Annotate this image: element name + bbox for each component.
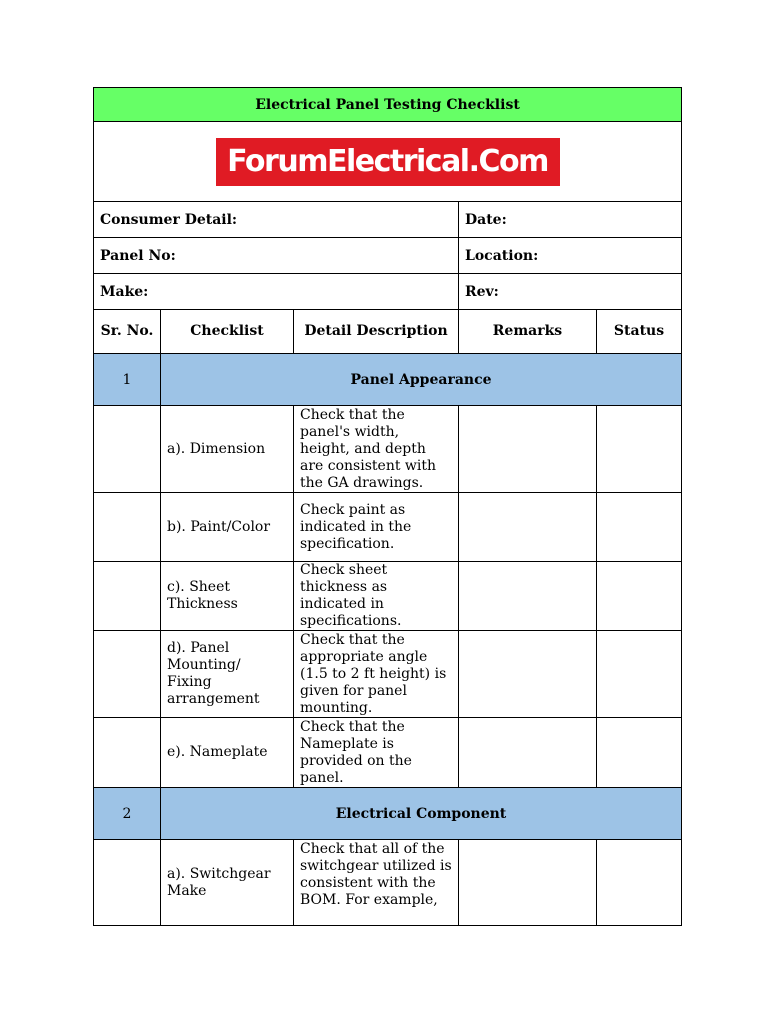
remarks-cell: [459, 718, 597, 788]
remarks-cell: [459, 493, 597, 562]
consumer-detail-label: Consumer Detail:: [94, 202, 459, 238]
table-row: [94, 562, 682, 631]
status-cell: [597, 406, 682, 493]
section-title: Electrical Component: [161, 788, 682, 840]
status-cell: [597, 840, 682, 926]
sr-no-cell: [94, 718, 161, 788]
title-row: [94, 88, 682, 122]
section-row: [94, 354, 682, 406]
panel-no-label: Panel No:: [94, 238, 459, 274]
description-cell: Check paint as indicated in the specification.: [294, 493, 459, 562]
description-cell: Check sheet thickness as indicated in specifications.: [294, 562, 459, 631]
header-status: Status: [597, 310, 682, 354]
remarks-cell: [459, 406, 597, 493]
section-number: 2: [94, 788, 161, 840]
sr-no-cell: [94, 493, 161, 562]
table-row: [94, 631, 682, 718]
table-row: [94, 406, 682, 493]
checklist-sheet: [93, 87, 681, 926]
description-cell: Check that the panel's width, height, and depth are consistent with the GA drawings.: [294, 406, 459, 493]
sr-no-cell: [94, 406, 161, 493]
date-label: Date:: [459, 202, 682, 238]
description-text: Check that all of the switchgear utilized is consistent with the BOM. For example,: [300, 840, 452, 908]
checklist-cell: b). Paint/Color: [161, 493, 294, 562]
description-cell: Check that the Nameplate is provided on the panel.: [294, 718, 459, 788]
status-cell: [597, 493, 682, 562]
header-remarks: Remarks: [459, 310, 597, 354]
sr-no-cell: [94, 840, 161, 926]
info-row-consumer: [94, 202, 682, 238]
forum-electrical-logo: ForumElectrical.Com: [216, 138, 560, 186]
remarks-cell: [459, 631, 597, 718]
table-row: [94, 493, 682, 562]
section-title: Panel Appearance: [161, 354, 682, 406]
status-cell: [597, 718, 682, 788]
checklist-cell: e). Nameplate: [161, 718, 294, 788]
sr-no-cell: [94, 631, 161, 718]
make-label: Make:: [94, 274, 459, 310]
status-cell: [597, 562, 682, 631]
checklist-cell: a). Dimension: [161, 406, 294, 493]
header-checklist: Checklist: [161, 310, 294, 354]
info-row-make: [94, 274, 682, 310]
header-sr-no: Sr. No.: [94, 310, 161, 354]
checklist-cell: c). Sheet Thickness: [161, 562, 294, 631]
checklist-cell: d). Panel Mounting/ Fixing arrangement: [161, 631, 294, 718]
checklist-cell: a). Switchgear Make: [161, 840, 294, 926]
table-row: [94, 718, 682, 788]
logo-row: [94, 122, 682, 202]
status-cell: [597, 631, 682, 718]
description-cell: [294, 840, 459, 926]
table-row: [94, 840, 682, 926]
remarks-cell: [459, 840, 597, 926]
location-label: Location:: [459, 238, 682, 274]
header-detail-description: Detail Description: [294, 310, 459, 354]
document-title: Electrical Panel Testing Checklist: [94, 88, 682, 122]
remarks-cell: [459, 562, 597, 631]
sr-no-cell: [94, 562, 161, 631]
column-header-row: [94, 310, 682, 354]
description-cell: Check that the appropriate angle (1.5 to 2 ft height) is given for panel mounting.: [294, 631, 459, 718]
info-row-panel: [94, 238, 682, 274]
checklist-table: [93, 87, 682, 926]
rev-label: Rev:: [459, 274, 682, 310]
section-row: [94, 788, 682, 840]
section-number: 1: [94, 354, 161, 406]
